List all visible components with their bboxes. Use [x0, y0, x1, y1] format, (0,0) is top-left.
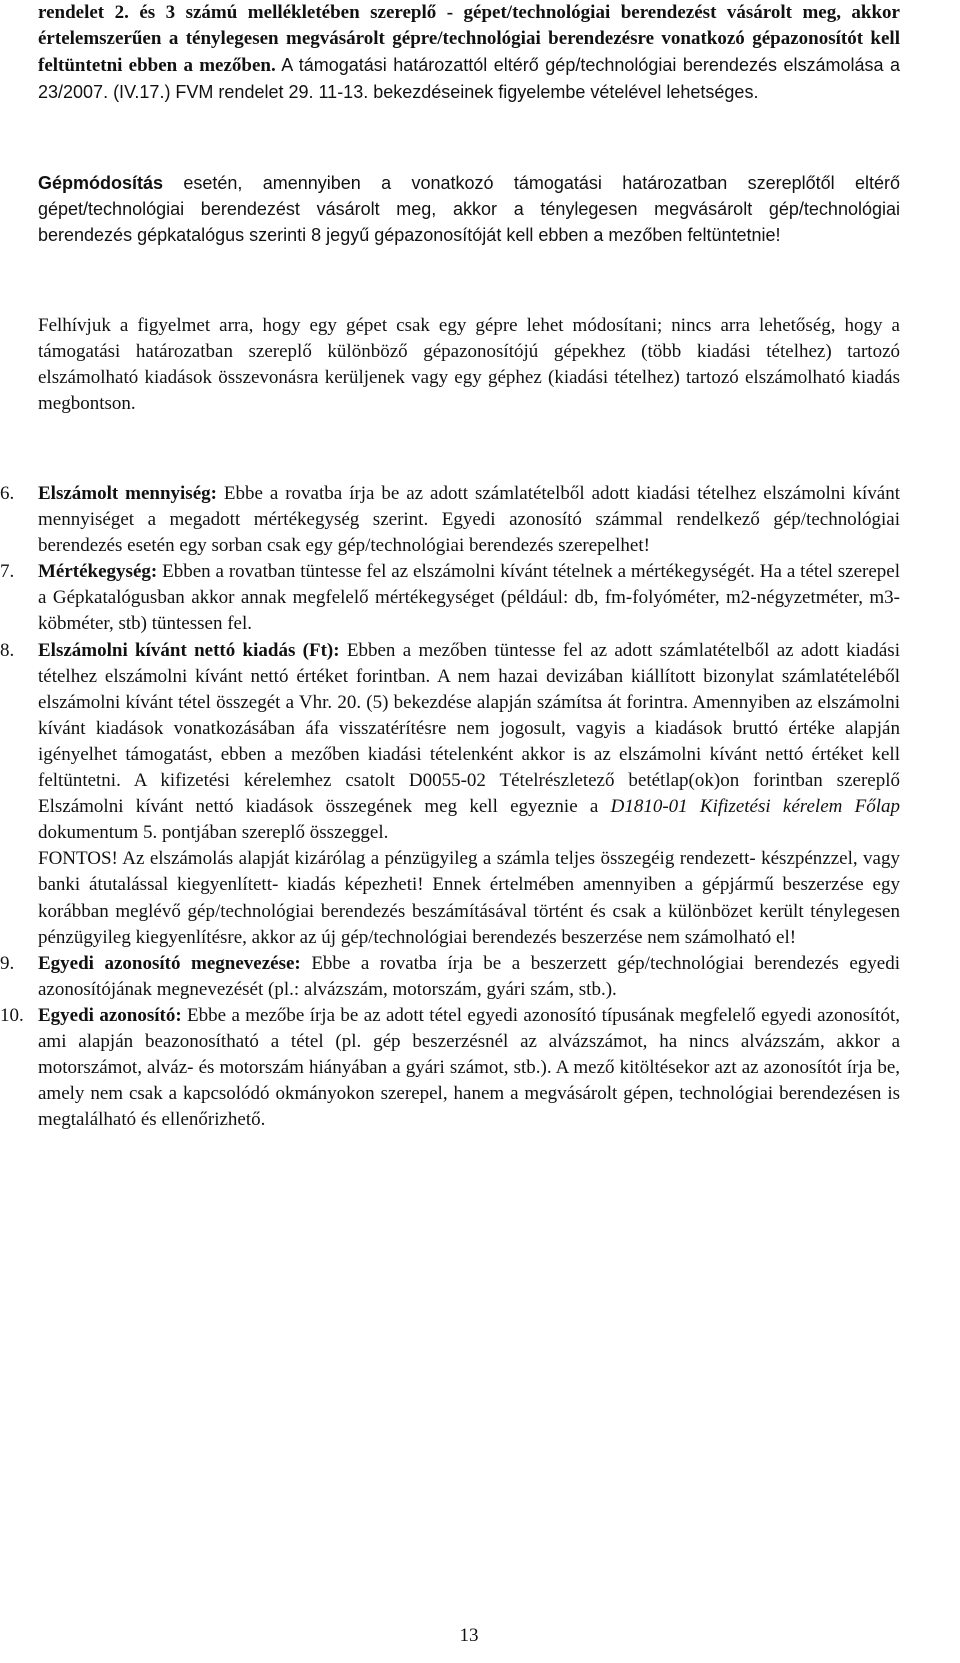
gepmodositas-paragraph [38, 170, 900, 248]
page-number: 13 [459, 1625, 479, 1646]
felhivjuk-paragraph: Felhívjuk a figyelmet arra, hogy egy gépet csak egy gépre lehet módosítani; nincs arra lehetőség, hogy a támogatási határozatban szereplő különböző gépazonosítójú gépekhez (több kiadási tételhez) tartozó elszámolható kiadások összevonásra kerüljenek vagy egy géphez (kiadási tételhez) tartozó elszámolható kiadás megbontson. [38, 315, 900, 415]
intro-paragraph [38, 0, 900, 106]
list-item-number: 8. [0, 639, 15, 661]
list-item-text: Ebben a rovatban tüntesse fel az elszámolni kívánt tételnek a mértékegységét. Ha a tétel szerepel a Gépkatalógusban akkor annak megfelelő mértékegységet (például: db, fm-folyóméter, m2-négyzetméter, m3-köbméter, stb) tüntessen fel. [38, 561, 900, 635]
list-item-9 [0, 951, 900, 1003]
list-item-title: Egyedi azonosító: [38, 1004, 182, 1026]
fontos-note: FONTOS! Az elszámolás alapját kizárólag a pénzügyileg a számla teljes összegéig rendezett- készpénzzel, vagy banki átutalással kiegyenlített- kiadás képezheti! Ennek értelmében amennyiben a gépjármű beszerzése egy korábban meglévő gép/technológiai berendezés beszámításával történt és csak a különbözet került ténylegesen pénzügyileg kiegyenlítésre, akkor az új gép/technológiai berendezés beszerzése nem számolható el! [38, 848, 900, 948]
list-item-text: Ebbe a rovatba írja be az adott számlatételből adott kiadási tételhez elszámolni kívánt mennyiséget a megadott mértékegység szerint. Egyedi azonosító számmal rendelkező gép/technológiai berendezés esetén egy sorban csak egy gép/technológiai berendezés szerepelhet! [38, 483, 900, 557]
gepmodositas-lead: Gépmódosítás [38, 173, 164, 193]
intro-sans-text: A támogatási határozattól eltérő gép/technológiai berendezés elszámolása a 23/2007. (IV.17.) FVM rendelet 29. 11-13. bekezdéseinek figyelembe vételével lehetséges. [38, 55, 900, 103]
list-item-title: Egyedi azonosító megnevezése: [38, 952, 301, 974]
list-item-number: 9. [0, 952, 15, 974]
list-item-title: Elszámolt mennyiség: [38, 483, 217, 504]
list-item-title: Elszámolni kívánt nettó kiadás (Ft): [38, 639, 340, 661]
list-item-7 [0, 559, 900, 637]
list-item-text: Ebbe a rovatba írja be a beszerzett gép/technológiai berendezés egyedi azonosítójának megnevezését (pl.: alvázszám, motorszám, gyári szám, stb.). [38, 952, 900, 1000]
list-item-8 [0, 638, 900, 951]
gepmodositas-text: esetén, amennyiben a vonatkozó támogatási határozatban szereplőtől eltérő gépet/technológiai berendezést vásárolt meg, akkor a ténylegesen megvásárolt gép/technológiai berendezés gépkatalógus szerinti 8 jegyű gépazonosítóját kell ebben a mezőben feltüntetnie! [38, 173, 900, 246]
intro-bold-text: rendelet 2. és 3 számú mellékletében szereplő - gépet/technológiai berendezést vásárolt meg, akkor értelemszerűen a ténylegesen megvásárolt gépre/technológiai berendezésre vonatkozó gépazonosítót kell feltüntetni ebben a mezőben. [38, 2, 900, 77]
list-item-10 [0, 1003, 900, 1133]
list-item-text-end: dokumentum 5. pontjában szereplő összeggel. [38, 822, 389, 844]
list-item-number: 10. [0, 1004, 24, 1026]
list-item-text: Ebbe a mezőbe írja be az adott tétel egyedi azonosító típusának megfelelő egyedi azonosítót, ami alapján beazonosítható a tétel (pl. gép beszerzésnél az alvázszámot, ha nincs alvázszám, akkor a motorszámot, alváz- és motorszám hiányában a gyári számot, stb.). A mező kitöltésekor azt az azonosítót írja be, amely nem csak a kapcsolódó okmányokon szerepel, hanem a megvásárolt gépen, technológiai berendezésen is megtalálható és ellenőrizhető. [38, 1004, 900, 1131]
document-reference: D1810-01 Kifizetési kérelem Főlap [610, 796, 900, 818]
list-item-title: Mértékegység: [38, 561, 158, 583]
list-item-6 [0, 481, 900, 559]
list-item-text: Ebben a mezőben tüntesse fel az adott számlatételből az adott kiadási tételhez elszámolni kívánt nettó értéket forintban. A nem hazai devizában kiállított bizonylat számlatételéből elszámolni kívánt tétel összegét a Vhr. 20. (5) bekezdése alapján számítsa át forintra. Amennyiben az elszámolni kívánt kiadások vonatkozásában áfa visszatérítésre nem jogosult, vagyis a kiadások bruttó értéke alapján igényelhet támogatást, ebben a mezőben kiadási tételenként akkor is az elszámolni kívánt nettó értéket kell feltüntetni. A kifizetési kérelemhez csatolt D0055-02 Tételrészletező betétlap(ok)on forintban szereplő Elszámolni kívánt nettó kiadások összegének meg kell egyeznie a [38, 639, 900, 818]
list-item-number: 6. [0, 483, 15, 504]
numbered-list [0, 481, 900, 1133]
list-item-number: 7. [0, 561, 15, 583]
